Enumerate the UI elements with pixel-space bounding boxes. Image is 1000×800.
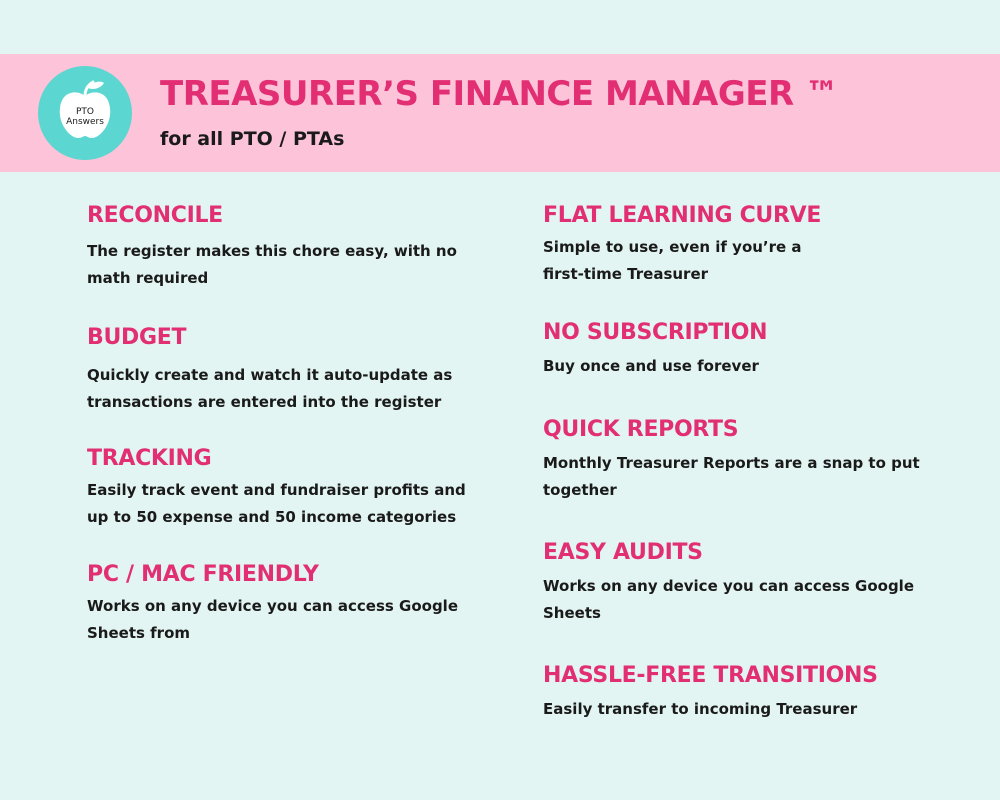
feature-description <box>543 450 923 504</box>
feature-description <box>543 234 923 288</box>
feature-description-line: Sheets from <box>87 624 191 642</box>
feature-description <box>87 593 467 647</box>
feature-description-line: Works on any device you can access Google <box>543 577 914 595</box>
feature-pc-mac-friendly <box>87 562 477 647</box>
feature-description-line: Monthly Treasurer Reports are a snap to put <box>543 454 920 472</box>
feature-description-line: Sheets <box>543 604 601 622</box>
apple-icon <box>38 66 132 160</box>
header-banner <box>0 54 1000 172</box>
feature-title: BUDGET <box>87 325 187 350</box>
feature-title: EASY AUDITS <box>543 540 703 565</box>
feature-description <box>87 238 467 292</box>
feature-title: TRACKING <box>87 446 212 471</box>
logo-text-line1: PTO <box>75 107 95 117</box>
feature-title: HASSLE-FREE TRANSITIONS <box>543 663 878 688</box>
feature-budget <box>87 325 477 416</box>
feature-title: RECONCILE <box>87 203 223 228</box>
feature-quick-reports <box>543 417 933 504</box>
page-subtitle: for all PTO / PTAs <box>160 128 345 150</box>
feature-easy-audits <box>543 540 933 627</box>
pto-answers-logo <box>38 66 132 160</box>
feature-description <box>543 696 923 723</box>
feature-title: FLAT LEARNING CURVE <box>543 203 822 228</box>
page-title: TREASURER’S FINANCE MANAGER ™ <box>160 74 839 114</box>
feature-description-line: transactions are entered into the register <box>87 393 442 411</box>
feature-description-line: Easily track event and fundraiser profits and <box>87 481 466 499</box>
logo-text-line2: Answers <box>66 117 104 127</box>
feature-title: PC / MAC FRIENDLY <box>87 562 319 587</box>
feature-reconcile <box>87 203 477 292</box>
feature-description-line: The register makes this chore easy, with no <box>87 242 457 260</box>
feature-description <box>543 573 923 627</box>
feature-description-line: Buy once and use forever <box>543 357 759 375</box>
feature-description-line: math required <box>87 269 209 287</box>
feature-description-line: Simple to use, even if you’re a <box>543 238 802 256</box>
feature-title: NO SUBSCRIPTION <box>543 320 768 345</box>
feature-description-line: Easily transfer to incoming Treasurer <box>543 700 858 718</box>
feature-description <box>543 353 923 380</box>
feature-title: QUICK REPORTS <box>543 417 739 442</box>
feature-description-line: Works on any device you can access Google <box>87 597 458 615</box>
feature-description-line: up to 50 expense and 50 income categories <box>87 508 457 526</box>
feature-no-subscription <box>543 320 933 380</box>
feature-hassle-free-transitions <box>543 663 933 723</box>
feature-tracking <box>87 446 477 531</box>
feature-description-line: Quickly create and watch it auto-update as <box>87 366 453 384</box>
feature-flat-learning-curve <box>543 203 933 288</box>
feature-description <box>87 477 467 531</box>
feature-description-line: first-time Treasurer <box>543 265 709 283</box>
feature-description-line: together <box>543 481 617 499</box>
feature-description <box>87 362 467 416</box>
